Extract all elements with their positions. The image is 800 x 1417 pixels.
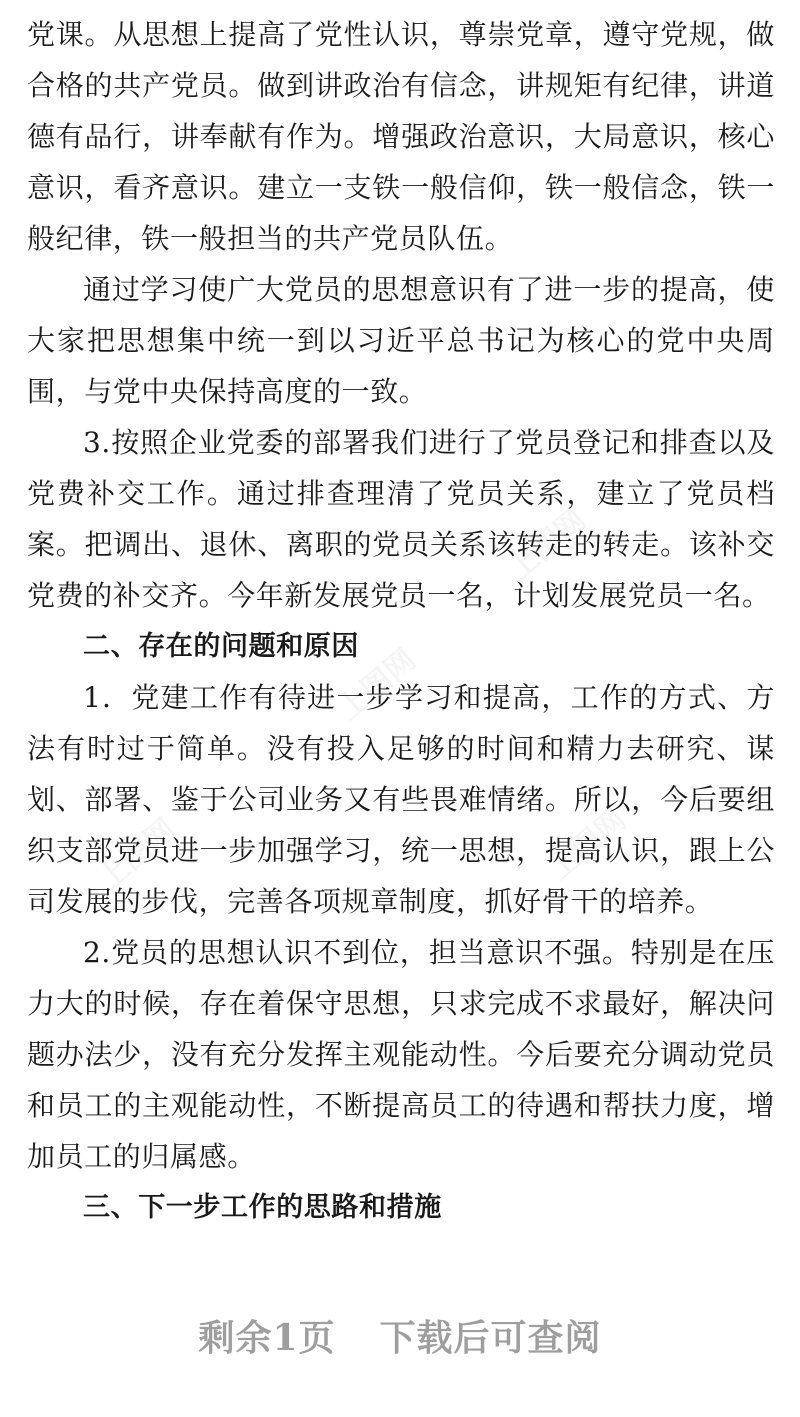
remaining-pages-label: 剩余1页 xyxy=(198,1317,336,1359)
section-heading-next-steps: 三、下一步工作的思路和措施 xyxy=(83,1192,442,1223)
paragraph-problem-2: 2.党员的思想认识不到位，担当意识不强。特别是在压力大的时候，存在着保守思想，只求完成不求最好，解决问题办法少，没有充分发挥主观能动性。今后要充分调动党员和员工的主观能动性，不断提高员工的待遇和帮扶力度，增加员工的归属感。 xyxy=(27,936,775,1173)
section-heading-problems: 二、存在的问题和原因 xyxy=(83,631,359,662)
paragraph-problem-1: 1．党建工作有待进一步学习和提高，工作的方式、方法有时过于简单。没有投入足够的时间和精力去研究、谋划、部署、鉴于公司业务又有些畏难情绪。所以，今后要组织支部党员进一步加强学习，统一思想，提高认识，跟上公司发展的步伐，完善各项规章制度，抓好骨干的培养。 xyxy=(27,681,775,918)
download-prompt-banner[interactable] xyxy=(0,1310,800,1366)
document-body xyxy=(27,9,775,1233)
paragraph-continuation: 党课。从思想上提高了党性认识，尊崇党章，遵守党规，做合格的共产党员。做到讲政治有信念，讲规矩有纪律，讲道德有品行，讲奉献有作为。增强政治意识，大局意识，核心意识，看齐意识。建立一支铁一般信仰，铁一般信念，铁一般纪律，铁一般担当的共产党员队伍。 xyxy=(27,18,775,255)
download-hint-label: 下载后可查阅 xyxy=(379,1317,602,1359)
paragraph-member-registration: 3.按照企业党委的部署我们进行了党员登记和排查以及党费补交工作。通过排查理清了党员关系，建立了党员档案。把调出、退休、离职的党员关系该转走的转走。该补交党费的补交齐。今年新发展党员一名，计划发展党员一名。 xyxy=(27,426,775,612)
paragraph-study-improvement: 通过学习使广大党员的思想意识有了进一步的提高，使大家把思想集中统一到以习近平总书记为核心的党中央周围，与党中央保持高度的一致。 xyxy=(27,273,775,408)
